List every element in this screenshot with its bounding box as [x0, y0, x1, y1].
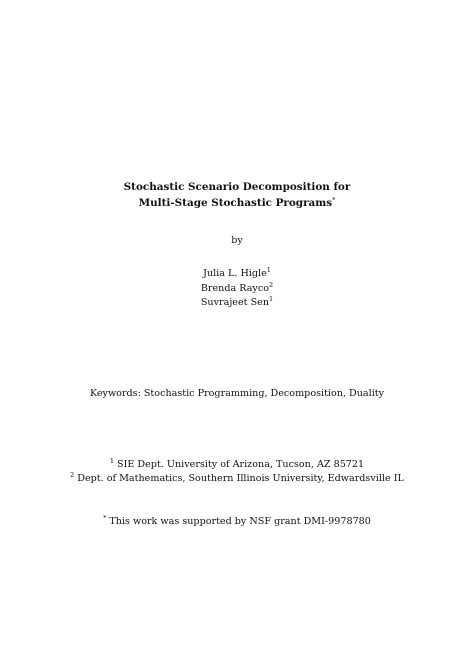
affiliation-mark: 2: [70, 471, 75, 479]
author-line: [0, 266, 474, 279]
funding-note: [0, 514, 474, 527]
by-label: [0, 236, 474, 246]
author-name: Julia L. Higle: [203, 268, 267, 279]
affiliation-text: Dept. of Mathematics, Southern Illinois University, Edwardsville IL: [77, 473, 404, 484]
keywords-line: [0, 389, 474, 399]
affiliation-text: SIE Dept. University of Arizona, Tucson, AZ 85721: [117, 459, 365, 470]
funding-text: This work was supported by NSF grant DMI-9978780: [109, 516, 371, 527]
title-footnote-mark: *: [332, 196, 336, 204]
affiliation-mark: 1: [109, 457, 115, 465]
author-line: [0, 281, 474, 294]
title-line-1: [0, 182, 474, 192]
affiliation-line: [0, 471, 474, 484]
author-name: Suvrajeet Sen: [200, 297, 269, 308]
title-line-1-text: Stochastic Scenario Decomposition for: [123, 181, 351, 193]
author-affiliation-mark: 1: [269, 295, 274, 303]
keywords-text: Keywords: Stochastic Programming, Decomposition, Duality: [89, 388, 385, 399]
author-line: [0, 295, 474, 308]
affiliation-line: [0, 457, 474, 470]
by-label-text: by: [231, 235, 243, 246]
title-line-2: [0, 198, 474, 208]
author-affiliation-mark: 2: [269, 281, 274, 289]
author-name: Brenda Rayco: [200, 283, 269, 294]
funding-mark: *: [103, 514, 107, 522]
title-line-2-text: Multi-Stage Stochastic Programs: [138, 197, 333, 209]
author-affiliation-mark: 1: [266, 266, 271, 274]
